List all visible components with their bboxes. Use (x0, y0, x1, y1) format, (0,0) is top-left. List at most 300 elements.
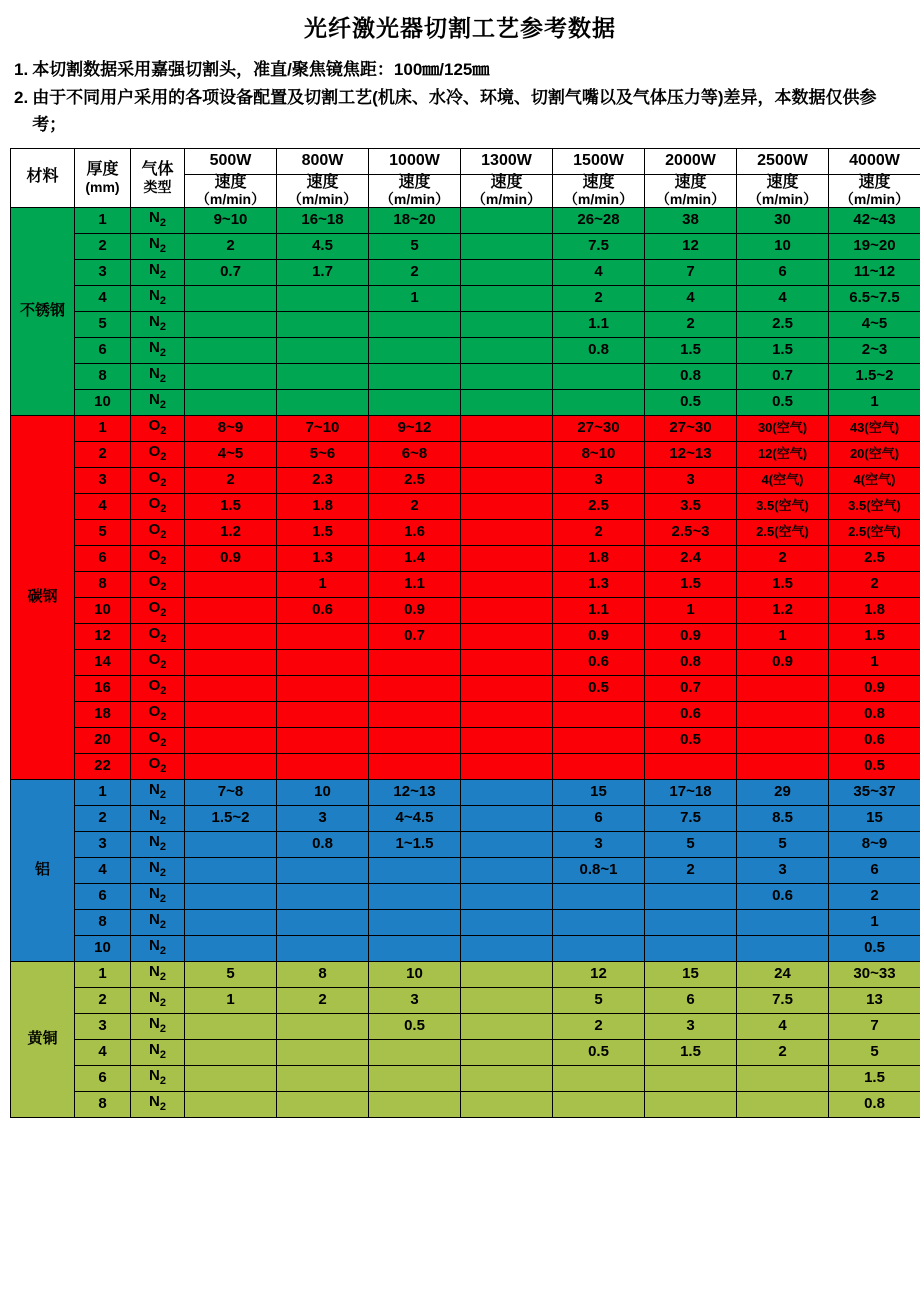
gas-symbol: O (149, 521, 161, 538)
speed-cell (277, 311, 369, 337)
speed-cell (461, 389, 553, 415)
speed-cell: 1.5 (737, 337, 829, 363)
gas-subscript: 2 (160, 763, 166, 775)
speed-cell: 0.6 (277, 597, 369, 623)
table-row (11, 493, 920, 519)
speed-cell: 2.5 (737, 311, 829, 337)
speed-cell: 2.5 (829, 545, 920, 571)
speed-cell (461, 467, 553, 493)
speed-cell: 10 (369, 961, 461, 987)
speed-cell: 1.3 (277, 545, 369, 571)
speed-cell (185, 701, 277, 727)
speed-cell: 1.8 (553, 545, 645, 571)
gas-type-cell (131, 493, 185, 519)
speed-cell: 1.1 (553, 597, 645, 623)
speed-cell: 29 (737, 779, 829, 805)
thickness-cell: 22 (75, 753, 131, 779)
gas-subscript: 2 (160, 685, 166, 697)
speed-cell: 1.5 (829, 1065, 920, 1091)
speed-cell: 6 (553, 805, 645, 831)
speed-cell (461, 1065, 553, 1091)
speed-cell (461, 987, 553, 1013)
table-row (11, 389, 920, 415)
table-header (11, 149, 920, 207)
speed-cell: 0.6 (829, 727, 920, 753)
speed-cell (461, 1091, 553, 1117)
speed-cell: 1 (277, 571, 369, 597)
speed-cell (553, 909, 645, 935)
speed-cell (461, 493, 553, 519)
speed-cell: 2 (737, 545, 829, 571)
table-row (11, 1039, 920, 1065)
gas-subscript: 2 (160, 711, 166, 723)
gas-subscript: 2 (160, 945, 166, 957)
gas-type-cell (131, 207, 185, 233)
speed-cell: 8~9 (829, 831, 920, 857)
gas-subscript: 2 (160, 321, 166, 333)
speed-cell (461, 441, 553, 467)
table-row (11, 649, 920, 675)
table-row (11, 233, 920, 259)
speed-cell: 11~12 (829, 259, 920, 285)
thickness-cell: 2 (75, 233, 131, 259)
speed-cell: 3 (645, 1013, 737, 1039)
gas-type-cell (131, 259, 185, 285)
gas-type-cell (131, 987, 185, 1013)
gas-symbol: N (149, 937, 160, 954)
speed-cell: 18~20 (369, 207, 461, 233)
gas-type-cell (131, 571, 185, 597)
speed-cell: 1~1.5 (369, 831, 461, 857)
speed-cell (369, 1039, 461, 1065)
gas-symbol: N (149, 911, 160, 928)
speed-cell: 1.5~2 (185, 805, 277, 831)
thickness-cell: 10 (75, 389, 131, 415)
gas-type-cell (131, 1091, 185, 1117)
header-power-800w: 800W (277, 149, 369, 175)
speed-cell: 2.5(空气) (829, 519, 920, 545)
gas-symbol: O (149, 547, 161, 564)
gas-symbol: O (149, 443, 161, 460)
gas-type-cell (131, 467, 185, 493)
header-speed-2000w (645, 175, 737, 207)
speed-cell (185, 389, 277, 415)
table-row (11, 623, 920, 649)
speed-cell: 12~13 (369, 779, 461, 805)
gas-type-cell (131, 1013, 185, 1039)
gas-symbol: O (149, 651, 161, 668)
note-1 (14, 57, 910, 83)
speed-cell: 10 (737, 233, 829, 259)
header-speed-unit: （m/min） (369, 192, 460, 207)
speed-cell (369, 311, 461, 337)
gas-subscript: 2 (160, 217, 166, 229)
speed-cell (461, 415, 553, 441)
header-speed-500w (185, 175, 277, 207)
speed-cell: 2 (553, 1013, 645, 1039)
speed-cell: 3 (737, 857, 829, 883)
header-speed-unit: （m/min） (645, 192, 736, 207)
table-row (11, 337, 920, 363)
table-row (11, 857, 920, 883)
speed-cell (185, 1091, 277, 1117)
speed-cell: 1 (829, 649, 920, 675)
gas-type-cell (131, 363, 185, 389)
speed-cell (277, 623, 369, 649)
table-row (11, 987, 920, 1013)
speed-cell: 4(空气) (829, 467, 920, 493)
gas-subscript: 2 (160, 633, 166, 645)
speed-cell (185, 1013, 277, 1039)
speed-cell: 0.9 (829, 675, 920, 701)
speed-cell: 2.5 (369, 467, 461, 493)
header-speed-unit: （m/min） (553, 192, 644, 207)
table-row (11, 1091, 920, 1117)
speed-cell: 2 (277, 987, 369, 1013)
speed-cell (645, 909, 737, 935)
speed-cell: 0.9 (369, 597, 461, 623)
speed-cell: 7.5 (553, 233, 645, 259)
gas-type-cell (131, 649, 185, 675)
gas-type-cell (131, 285, 185, 311)
speed-cell (185, 883, 277, 909)
speed-cell (553, 1065, 645, 1091)
header-power-1300w: 1300W (461, 149, 553, 175)
speed-cell: 2 (185, 467, 277, 493)
speed-cell: 2 (645, 857, 737, 883)
speed-cell (185, 935, 277, 961)
speed-cell: 0.7 (737, 363, 829, 389)
header-speed-1300w (461, 175, 553, 207)
thickness-cell: 8 (75, 1091, 131, 1117)
gas-symbol: O (149, 703, 161, 720)
speed-cell: 6 (645, 987, 737, 1013)
note-1-text: 本切割数据采用嘉强切割头，准直/聚焦镜焦距：100㎜/125㎜ (32, 57, 910, 83)
thickness-cell: 5 (75, 519, 131, 545)
gas-symbol: N (149, 261, 160, 278)
speed-cell (277, 909, 369, 935)
table-row (11, 311, 920, 337)
gas-symbol: O (149, 573, 161, 590)
speed-cell: 4 (553, 259, 645, 285)
gas-type-cell (131, 961, 185, 987)
gas-type-cell (131, 233, 185, 259)
header-speed-label: 速度 (766, 174, 798, 191)
speed-cell: 12~13 (645, 441, 737, 467)
thickness-cell: 12 (75, 623, 131, 649)
header-gas-label-2: 类型 (131, 180, 184, 195)
speed-cell: 30 (737, 207, 829, 233)
gas-subscript: 2 (160, 243, 166, 255)
gas-type-cell (131, 337, 185, 363)
speed-cell (737, 1091, 829, 1117)
speed-cell (737, 675, 829, 701)
speed-cell (277, 389, 369, 415)
gas-subscript: 2 (160, 919, 166, 931)
speed-cell: 13 (829, 987, 920, 1013)
speed-cell: 6 (829, 857, 920, 883)
thickness-cell: 5 (75, 311, 131, 337)
table-row (11, 285, 920, 311)
table-header-row-1 (11, 149, 920, 175)
table-row (11, 441, 920, 467)
document-page (0, 10, 920, 1310)
speed-cell (369, 649, 461, 675)
speed-cell (737, 753, 829, 779)
speed-cell (553, 389, 645, 415)
speed-cell: 0.7 (645, 675, 737, 701)
table-row (11, 259, 920, 285)
speed-cell: 30~33 (829, 961, 920, 987)
table-row (11, 207, 920, 233)
thickness-cell: 1 (75, 779, 131, 805)
speed-cell (369, 701, 461, 727)
speed-cell (369, 675, 461, 701)
gas-symbol: N (149, 859, 160, 876)
speed-cell: 0.8 (829, 701, 920, 727)
speed-cell: 19~20 (829, 233, 920, 259)
speed-cell (645, 1065, 737, 1091)
header-speed-label: 速度 (306, 174, 338, 191)
speed-cell (277, 857, 369, 883)
header-thickness-unit: (mm) (75, 180, 130, 195)
speed-cell (553, 883, 645, 909)
thickness-cell: 4 (75, 857, 131, 883)
speed-cell: 6 (737, 259, 829, 285)
speed-cell (369, 935, 461, 961)
gas-type-cell (131, 519, 185, 545)
speed-cell: 8~9 (185, 415, 277, 441)
header-speed-unit: （m/min） (185, 192, 276, 207)
thickness-cell: 8 (75, 571, 131, 597)
gas-symbol: N (149, 209, 160, 226)
speed-cell: 35~37 (829, 779, 920, 805)
table-row (11, 519, 920, 545)
thickness-cell: 20 (75, 727, 131, 753)
gas-symbol: O (149, 677, 161, 694)
thickness-cell: 10 (75, 597, 131, 623)
speed-cell: 1.4 (369, 545, 461, 571)
speed-cell: 6.5~7.5 (829, 285, 920, 311)
header-power-1500w: 1500W (553, 149, 645, 175)
speed-cell: 7~8 (185, 779, 277, 805)
speed-cell: 5~6 (277, 441, 369, 467)
speed-cell (645, 1091, 737, 1117)
speed-cell: 0.7 (369, 623, 461, 649)
speed-cell (461, 597, 553, 623)
speed-cell: 0.6 (553, 649, 645, 675)
speed-cell (185, 1065, 277, 1091)
speed-cell: 1.5 (645, 1039, 737, 1065)
speed-cell: 7~10 (277, 415, 369, 441)
gas-symbol: N (149, 391, 160, 408)
speed-cell: 0.5 (645, 727, 737, 753)
speed-cell: 5 (369, 233, 461, 259)
header-thickness-label: 厚度 (86, 161, 118, 178)
speed-cell: 1 (645, 597, 737, 623)
speed-cell: 5 (553, 987, 645, 1013)
speed-cell: 1.1 (369, 571, 461, 597)
speed-cell (461, 363, 553, 389)
speed-cell: 2.3 (277, 467, 369, 493)
speed-cell: 4 (737, 1013, 829, 1039)
gas-type-cell (131, 779, 185, 805)
table-row (11, 675, 920, 701)
speed-cell (277, 883, 369, 909)
gas-type-cell (131, 623, 185, 649)
speed-cell (553, 753, 645, 779)
speed-cell: 0.8 (553, 337, 645, 363)
thickness-cell: 1 (75, 415, 131, 441)
speed-cell: 9~10 (185, 207, 277, 233)
speed-cell: 2.5~3 (645, 519, 737, 545)
gas-subscript: 2 (160, 815, 166, 827)
gas-subscript: 2 (160, 503, 166, 515)
speed-cell: 0.5 (829, 935, 920, 961)
speed-cell: 16~18 (277, 207, 369, 233)
header-speed-unit: （m/min） (277, 192, 368, 207)
speed-cell: 1.5 (829, 623, 920, 649)
speed-cell: 0.8 (645, 363, 737, 389)
speed-cell: 5 (645, 831, 737, 857)
speed-cell (461, 233, 553, 259)
header-speed-label: 速度 (674, 174, 706, 191)
gas-type-cell (131, 1065, 185, 1091)
speed-cell (645, 883, 737, 909)
gas-symbol: O (149, 625, 161, 642)
speed-cell (461, 675, 553, 701)
speed-cell (369, 1091, 461, 1117)
speed-cell (277, 337, 369, 363)
thickness-cell: 14 (75, 649, 131, 675)
speed-cell (553, 727, 645, 753)
speed-cell: 0.8 (645, 649, 737, 675)
speed-cell: 1.2 (737, 597, 829, 623)
speed-cell: 1.5~2 (829, 363, 920, 389)
gas-symbol: O (149, 729, 161, 746)
speed-cell: 8.5 (737, 805, 829, 831)
header-power-2500w: 2500W (737, 149, 829, 175)
header-power-500w: 500W (185, 149, 277, 175)
speed-cell: 42~43 (829, 207, 920, 233)
speed-cell: 2 (829, 883, 920, 909)
gas-symbol: N (149, 1093, 160, 1110)
speed-cell (461, 935, 553, 961)
speed-cell: 0.5 (553, 675, 645, 701)
thickness-cell: 3 (75, 1013, 131, 1039)
speed-cell: 3.5 (645, 493, 737, 519)
speed-cell (277, 675, 369, 701)
gas-symbol: N (149, 235, 160, 252)
speed-cell: 1.8 (829, 597, 920, 623)
gas-type-cell (131, 675, 185, 701)
table-row (11, 1013, 920, 1039)
header-power-2000w: 2000W (645, 149, 737, 175)
speed-cell: 1 (829, 909, 920, 935)
speed-cell: 24 (737, 961, 829, 987)
gas-type-cell (131, 597, 185, 623)
speed-cell: 4 (645, 285, 737, 311)
speed-cell (461, 831, 553, 857)
material-cell: 不锈钢 (11, 207, 75, 415)
speed-cell (553, 935, 645, 961)
speed-cell: 0.9 (737, 649, 829, 675)
speed-cell (461, 1013, 553, 1039)
thickness-cell: 2 (75, 441, 131, 467)
header-speed-1000w (369, 175, 461, 207)
speed-cell (461, 779, 553, 805)
speed-cell: 2 (369, 259, 461, 285)
speed-cell: 7 (829, 1013, 920, 1039)
speed-cell (553, 363, 645, 389)
gas-subscript: 2 (160, 425, 166, 437)
material-cell: 黄铜 (11, 961, 75, 1117)
speed-cell (461, 961, 553, 987)
gas-type-cell (131, 727, 185, 753)
speed-cell: 27~30 (645, 415, 737, 441)
gas-subscript: 2 (160, 1075, 166, 1087)
speed-cell (369, 389, 461, 415)
speed-cell (185, 727, 277, 753)
speed-cell: 1.5 (185, 493, 277, 519)
header-speed-unit: （m/min） (737, 192, 828, 207)
speed-cell: 1.7 (277, 259, 369, 285)
gas-symbol: N (149, 365, 160, 382)
speed-cell: 0.5 (829, 753, 920, 779)
speed-cell: 3 (553, 467, 645, 493)
gas-type-cell (131, 1039, 185, 1065)
gas-symbol: O (149, 417, 161, 434)
header-speed-2500w (737, 175, 829, 207)
header-power-4000w: 4000W (829, 149, 920, 175)
speed-cell (277, 363, 369, 389)
speed-cell: 0.8 (277, 831, 369, 857)
speed-cell: 0.9 (185, 545, 277, 571)
speed-cell (461, 519, 553, 545)
header-speed-label: 速度 (582, 174, 614, 191)
speed-cell: 2 (737, 1039, 829, 1065)
speed-cell (277, 649, 369, 675)
thickness-cell: 16 (75, 675, 131, 701)
speed-cell: 0.8 (829, 1091, 920, 1117)
gas-subscript: 2 (160, 841, 166, 853)
gas-subscript: 2 (160, 867, 166, 879)
speed-cell: 3.5(空气) (829, 493, 920, 519)
speed-cell (277, 753, 369, 779)
speed-cell: 17~18 (645, 779, 737, 805)
thickness-cell: 4 (75, 285, 131, 311)
speed-cell (369, 727, 461, 753)
header-speed-label: 速度 (858, 174, 890, 191)
speed-cell (369, 753, 461, 779)
speed-cell (185, 623, 277, 649)
speed-cell: 1 (829, 389, 920, 415)
speed-cell: 3 (553, 831, 645, 857)
header-speed-label: 速度 (490, 174, 522, 191)
gas-subscript: 2 (160, 789, 166, 801)
speed-cell (185, 649, 277, 675)
speed-cell: 8~10 (553, 441, 645, 467)
speed-cell (369, 909, 461, 935)
gas-symbol: O (149, 755, 161, 772)
speed-cell (553, 1091, 645, 1117)
speed-cell (277, 1065, 369, 1091)
speed-cell (185, 363, 277, 389)
speed-cell (277, 285, 369, 311)
speed-cell: 5 (829, 1039, 920, 1065)
gas-symbol: N (149, 287, 160, 304)
gas-type-cell (131, 545, 185, 571)
